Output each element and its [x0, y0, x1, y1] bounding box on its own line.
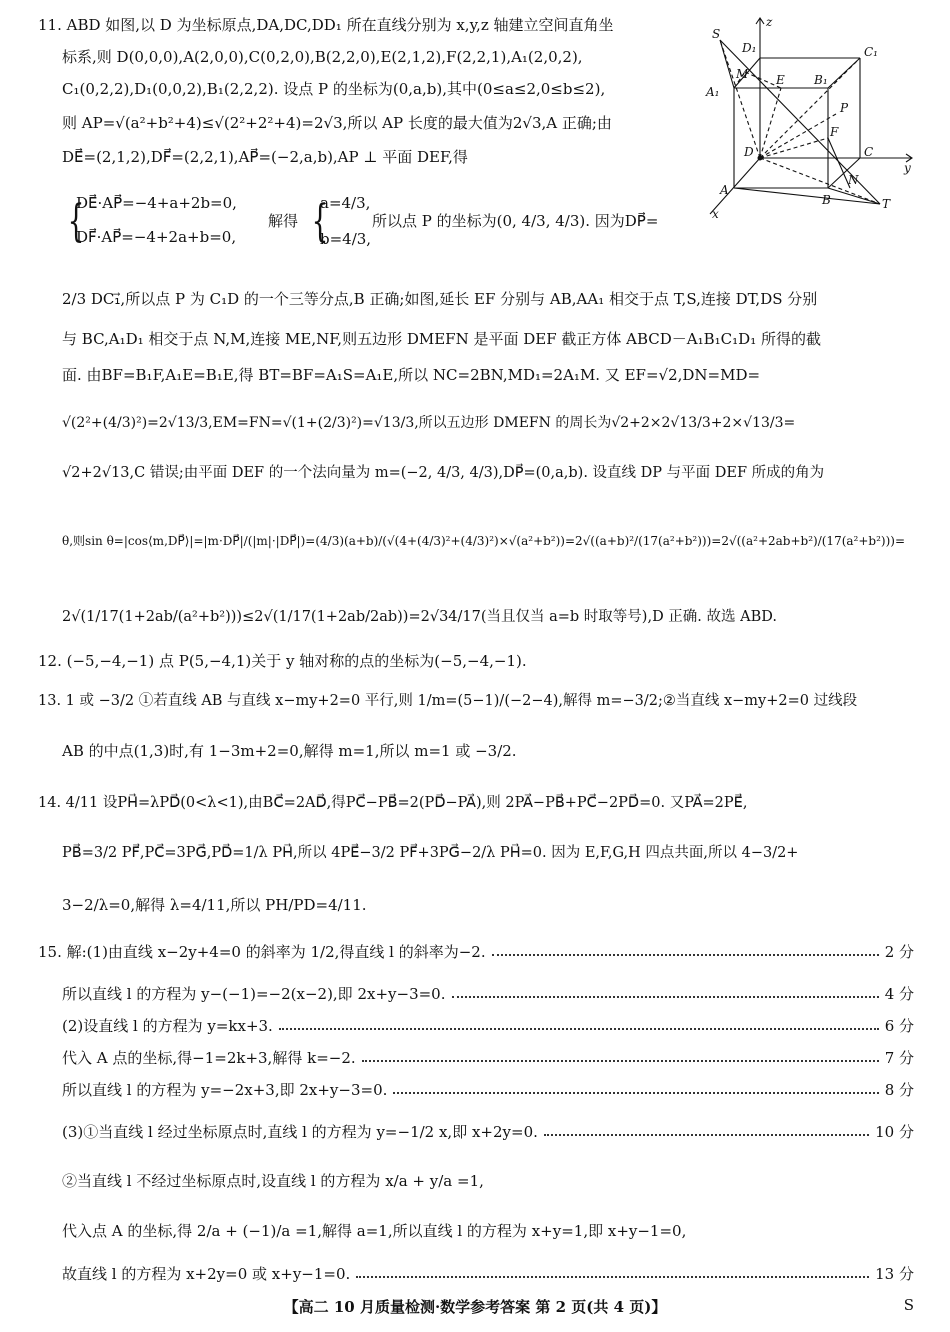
label-b: B	[822, 193, 831, 207]
x-axis-line	[710, 158, 760, 214]
label-p: P	[840, 101, 849, 115]
label-a1: A₁	[706, 85, 720, 99]
q11-line-13: 2√(1/17(1+2ab/(a²+b²)))≤2√(1/17(1+2ab/2ab))=2√34/17(当且仅当 a=b 时取等号),D 正确. 故选 ABD.	[62, 609, 777, 625]
label-d1: D₁	[742, 41, 757, 55]
label-c: C	[864, 145, 874, 159]
label-y: y	[904, 161, 911, 175]
label-a: A	[720, 183, 729, 197]
label-d: D	[744, 145, 754, 159]
label-c1: C₁	[864, 45, 878, 59]
q11-line-12: θ,则sin θ=|cos⟨m,DP⃗⟩|=|m·DP⃗|/(|m|·|DP⃗|)=(4/3)(a+b)/(√(4+(4/3)²+(4/3)²)×√(a²+b²))=2√((a+b)²/(17(a²+b²)))=2√((a²+2ab+b²)/(17(a²+b²)))=	[62, 534, 905, 548]
q11-line-5: DE⃗=(2,1,2),DF⃗=(2,2,1),AP⃗=(−2,a,b),AP ⊥ 平面 DEF,得	[62, 148, 468, 166]
system-eq-1: DE⃗·AP⃗=−4+a+2b=0,	[76, 194, 237, 212]
line-ds	[720, 40, 760, 158]
q11-line-11: √2+2√13,C 错误;由平面 DEF 的一个法向量为 m=(−2, 4/3, 4/3),DP⃗=(0,a,b). 设直线 DP 与平面 DEF 所成的角为	[62, 465, 825, 481]
q15-step-2: 所以直线 l 的方程为 y−(−1)=−2(x−2),即 2x+y−3=0. 4 分	[62, 984, 914, 1003]
corner-mark: S	[903, 1296, 914, 1314]
q11-line-1: 11. ABD 如图,以 D 为坐标原点,DA,DC,DD₁ 所在直线分别为 x,y,z 轴建立空间直角坐	[38, 16, 614, 34]
label-m: M	[736, 67, 749, 81]
solve-label: 解得	[268, 212, 299, 230]
score: 4 分	[884, 984, 914, 1003]
system-eq-2: DF⃗·AP⃗=−4+2a+b=0,	[76, 228, 237, 246]
label-z: z	[766, 15, 773, 29]
q13-line-1: 13. 1 或 −3/2 ①若直线 AB 与直线 x−my+2=0 平行,则 1/m=(5−1)/(−2−4),解得 m=−3/2;②当直线 x−my+2=0 过线段	[38, 693, 858, 709]
point-p-coords: 所以点 P 的坐标为(0, 4/3, 4/3). 因为DP⃗=	[372, 212, 659, 230]
q14-line-1: 14. 4/11 设PH⃗=λPD⃗(0<λ<1),由BC⃗=2AD⃗,得PC⃗−PB⃗=2(PD⃗−PA⃗),则 2PA⃗−PB⃗+PC⃗−2PD⃗=0. 又PA⃗=2PE⃗,	[38, 795, 748, 811]
solution-b: b=4/3,	[320, 230, 372, 248]
q14-line-3: 3−2/λ=0,解得 λ=4/11,所以 PH/PD=4/11.	[62, 896, 367, 914]
label-n: N	[848, 173, 859, 187]
q15-step-3: (2)设直线 l 的方程为 y=kx+3. 6 分	[62, 1016, 914, 1035]
cube-figure	[700, 12, 920, 224]
q15-step-9: 故直线 l 的方程为 x+2y=0 或 x+y−1=0. 13 分	[62, 1264, 914, 1283]
score: 8 分	[884, 1080, 914, 1099]
q11-line-7: 2/3 DC₁⃗,所以点 P 为 C₁D 的一个三等分点,B 正确;如图,延长 EF 分别与 AB,AA₁ 相交于点 T,S,连接 DT,DS 分别	[62, 290, 818, 308]
q14-line-2: PB⃗=3/2 PF⃗,PC⃗=3PG⃗,PD⃗=1/λ PH⃗,所以 4PE⃗−3/2 PF⃗+3PG⃗−2/λ PH⃗=0. 因为 E,F,G,H 四点共面,所以 4−3/2+	[62, 845, 799, 861]
score: 13 分	[875, 1264, 914, 1283]
q11-line-8: 与 BC,A₁D₁ 相交于点 N,M,连接 ME,NF,则五边形 DMEFN 是平面 DEF 截正方体 ABCD－A₁B₁C₁D₁ 所得的截	[62, 330, 821, 348]
line-fn	[828, 138, 850, 188]
score: 10 分	[875, 1122, 914, 1141]
label-b1: B₁	[814, 73, 828, 87]
q11-line-3: C₁(0,2,2),D₁(0,0,2),B₁(2,2,2). 设点 P 的坐标为(0,a,b),其中(0≤a≤2,0≤b≤2),	[62, 80, 606, 98]
solution-a: a=4/3,	[320, 194, 371, 212]
q11-line-4: 则 AP=√(a²+b²+4)≤√(2²+2²+4)=2√3,所以 AP 长度的最大值为2√3,A 正确;由	[62, 114, 612, 132]
q15-step-8: 代入点 A 的坐标,得 2/a + (−1)/a =1,解得 a=1,所以直线 l 的方程为 x+y=1,即 x+y−1=0,	[62, 1222, 687, 1240]
q15-step-4: 代入 A 点的坐标,得−1=2k+3,解得 k=−2. 7 分	[62, 1048, 914, 1067]
score: 7 分	[884, 1048, 914, 1067]
page-footer: 【高二 10 月质量检测·数学参考答案 第 2 页(共 4 页)】	[283, 1298, 667, 1316]
q11-line-9: 面. 由BF=B₁F,A₁E=B₁E,得 BT=BF=A₁S=A₁E,所以 NC=2BN,MD₁=2A₁M. 又 EF=√2,DN=MD=	[62, 366, 761, 384]
q12-answer: 12. (−5,−4,−1) 点 P(5,−4,1)关于 y 轴对称的点的坐标为(−5,−4,−1).	[38, 652, 527, 670]
q15-step-7: ②当直线 l 不经过坐标原点时,设直线 l 的方程为 x/a + y/a =1,	[62, 1172, 484, 1190]
q15-step-1: 15. 解:(1)由直线 x−2y+4=0 的斜率为 1/2,得直线 l 的斜率为−2. 2 分	[38, 942, 914, 961]
q11-line-2: 标系,则 D(0,0,0),A(2,0,0),C(0,2,0),B(2,2,0),E(2,1,2),F(2,2,1),A₁(2,0,2),	[62, 48, 583, 66]
q15-step-5: 所以直线 l 的方程为 y=−2x+3,即 2x+y−3=0. 8 分	[62, 1080, 914, 1099]
q11-line-10: √(2²+(4/3)²)=2√13/3,EM=FN=√(1+(2/3)²)=√13/3,所以五边形 DMEFN 的周长为√2+2×2√13/3+2×√13/3=	[62, 415, 796, 431]
q11-system: { DE⃗·AP⃗=−4+a+2b=0, DF⃗·AP⃗=−4+2a+b=0, 解得 { a=4/3, b=4/3, 所以点 P 的坐标为(0, 4/3, 4/3). 因为DP⃗=	[67, 194, 659, 248]
score: 2 分	[884, 942, 914, 961]
score: 6 分	[884, 1016, 914, 1035]
label-s: S	[712, 27, 721, 41]
label-x: x	[712, 207, 719, 221]
label-e: E	[776, 73, 785, 87]
label-t: T	[882, 197, 891, 211]
q13-line-2: AB 的中点(1,3)时,有 1−3m+2=0,解得 m=1,所以 m=1 或 −3/2.	[62, 742, 517, 760]
point-d	[758, 156, 763, 161]
label-f: F	[830, 125, 839, 139]
q15-step-6: (3)①当直线 l 经过坐标原点时,直线 l 的方程为 y=−1/2 x,即 x+2y=0. 10 分	[62, 1122, 914, 1141]
